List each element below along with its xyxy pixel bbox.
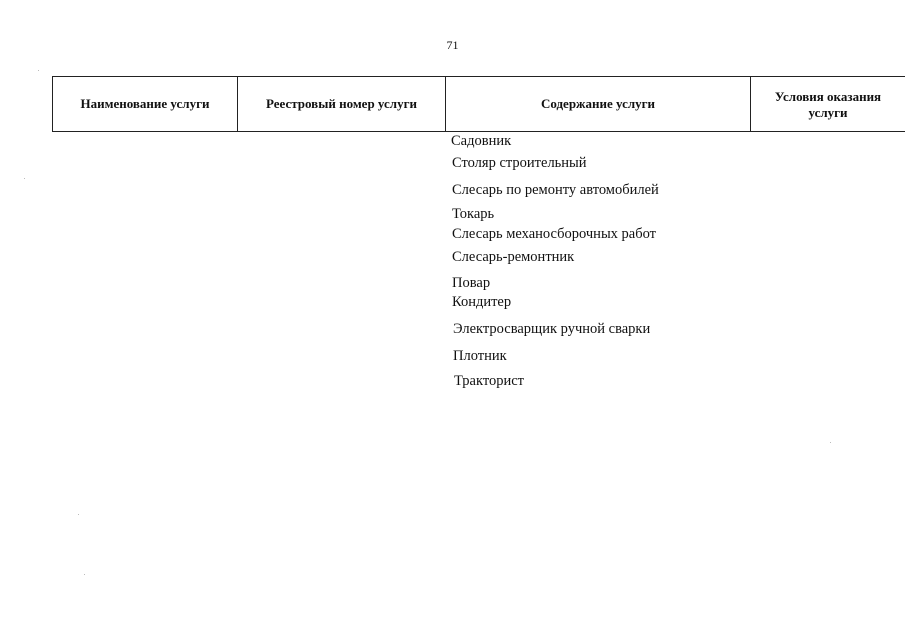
list-item: Кондитер — [452, 294, 512, 310]
header-row — [53, 77, 905, 132]
header-service-name: Наименование услуги — [53, 77, 238, 132]
list-item: Плотник — [453, 348, 507, 364]
page-number: 71 — [446, 38, 459, 52]
list-item: Столяр строительный — [452, 155, 587, 171]
list-item: Токарь — [452, 206, 495, 222]
scan-speck — [78, 514, 79, 515]
scan-speck — [24, 178, 25, 179]
list-item: Слесарь по ремонту автомобилей — [452, 182, 659, 198]
header-registry-number: Реестровый номер услуги — [238, 77, 446, 132]
list-item: Электросварщик ручной сварки — [453, 321, 651, 337]
services-table-header — [52, 76, 905, 132]
header-service-content: Содержание услуги — [446, 77, 751, 132]
list-item: Повар — [452, 275, 491, 291]
list-item: Слесарь-ремонтник — [452, 249, 575, 265]
list-item: Слесарь механосборочных работ — [452, 226, 657, 242]
list-item: Садовник — [451, 133, 512, 149]
list-item: Тракторист — [454, 373, 525, 389]
scan-speck — [38, 70, 39, 71]
header-service-conditions: Условия оказания услуги — [751, 77, 905, 132]
scan-speck — [830, 442, 831, 443]
scan-speck — [84, 574, 85, 575]
